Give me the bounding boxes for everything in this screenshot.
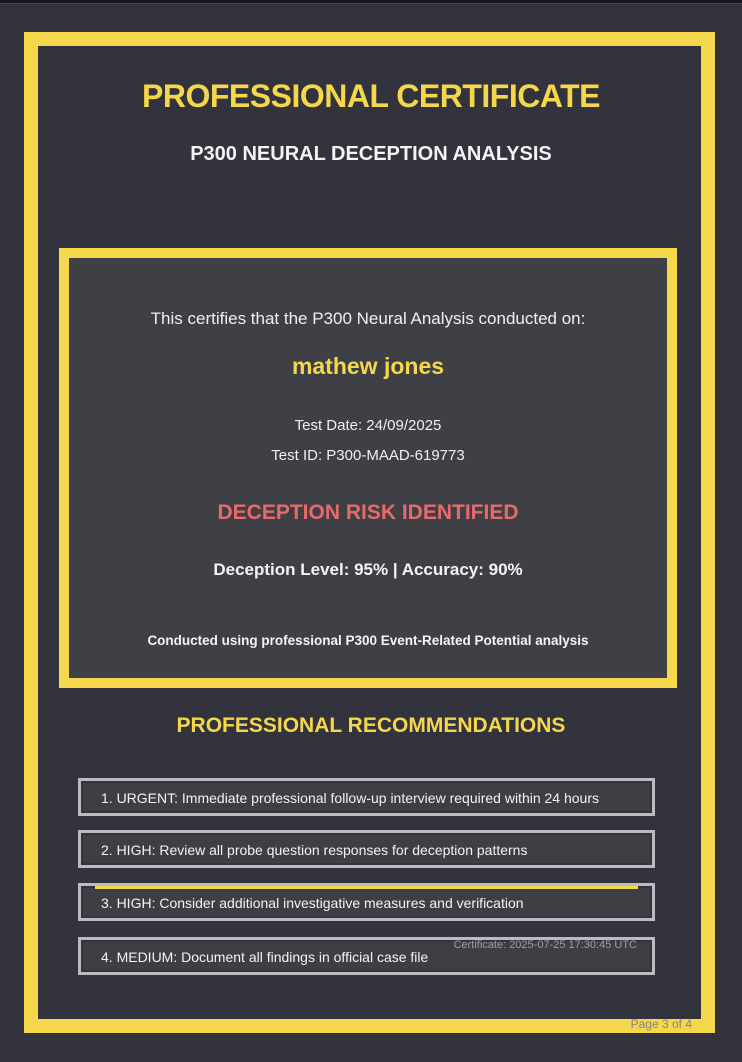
- certifies-line: This certifies that the P300 Neural Analysis conducted on:: [150, 309, 586, 328]
- subject-name: mathew jones: [291, 353, 445, 379]
- recommendation-item: 1. URGENT: Immediate professional follow-up interview required within 24 hours: [78, 778, 655, 816]
- method-note: Conducted using professional P300 Event-Related Potential analysis: [147, 633, 589, 648]
- recommendation-item: [78, 883, 655, 921]
- page-indicator: Page 3 of 4: [630, 1017, 692, 1031]
- metrics-line: Deception Level: 95% | Accuracy: 90%: [213, 560, 523, 579]
- certificate-details-panel: [59, 248, 677, 688]
- risk-status: DECEPTION RISK IDENTIFIED: [217, 501, 519, 524]
- recommendation-item: 2. HIGH: Review all probe question responses for deception patterns: [78, 830, 655, 868]
- certificate-title: PROFESSIONAL CERTIFICATE: [142, 78, 600, 114]
- highlight-stripe: [95, 883, 638, 889]
- test-date: Test Date: 24/09/2025: [294, 417, 442, 434]
- recommendation-item: 4. MEDIUM: Document all findings in official case file: [78, 937, 655, 975]
- recommendation-item-label: 3. HIGH: Consider additional investigative measures and verification: [101, 895, 524, 911]
- test-id: Test ID: P300-MAAD-619773: [271, 447, 465, 464]
- recommendations-title: PROFESSIONAL RECOMMENDATIONS: [176, 714, 566, 737]
- certificate-subtitle: P300 NEURAL DECEPTION ANALYSIS: [190, 143, 552, 165]
- certificate-timestamp: Certificate: 2025-07-25 17:30:45 UTC: [453, 939, 637, 951]
- window-top-edge: [0, 0, 742, 4]
